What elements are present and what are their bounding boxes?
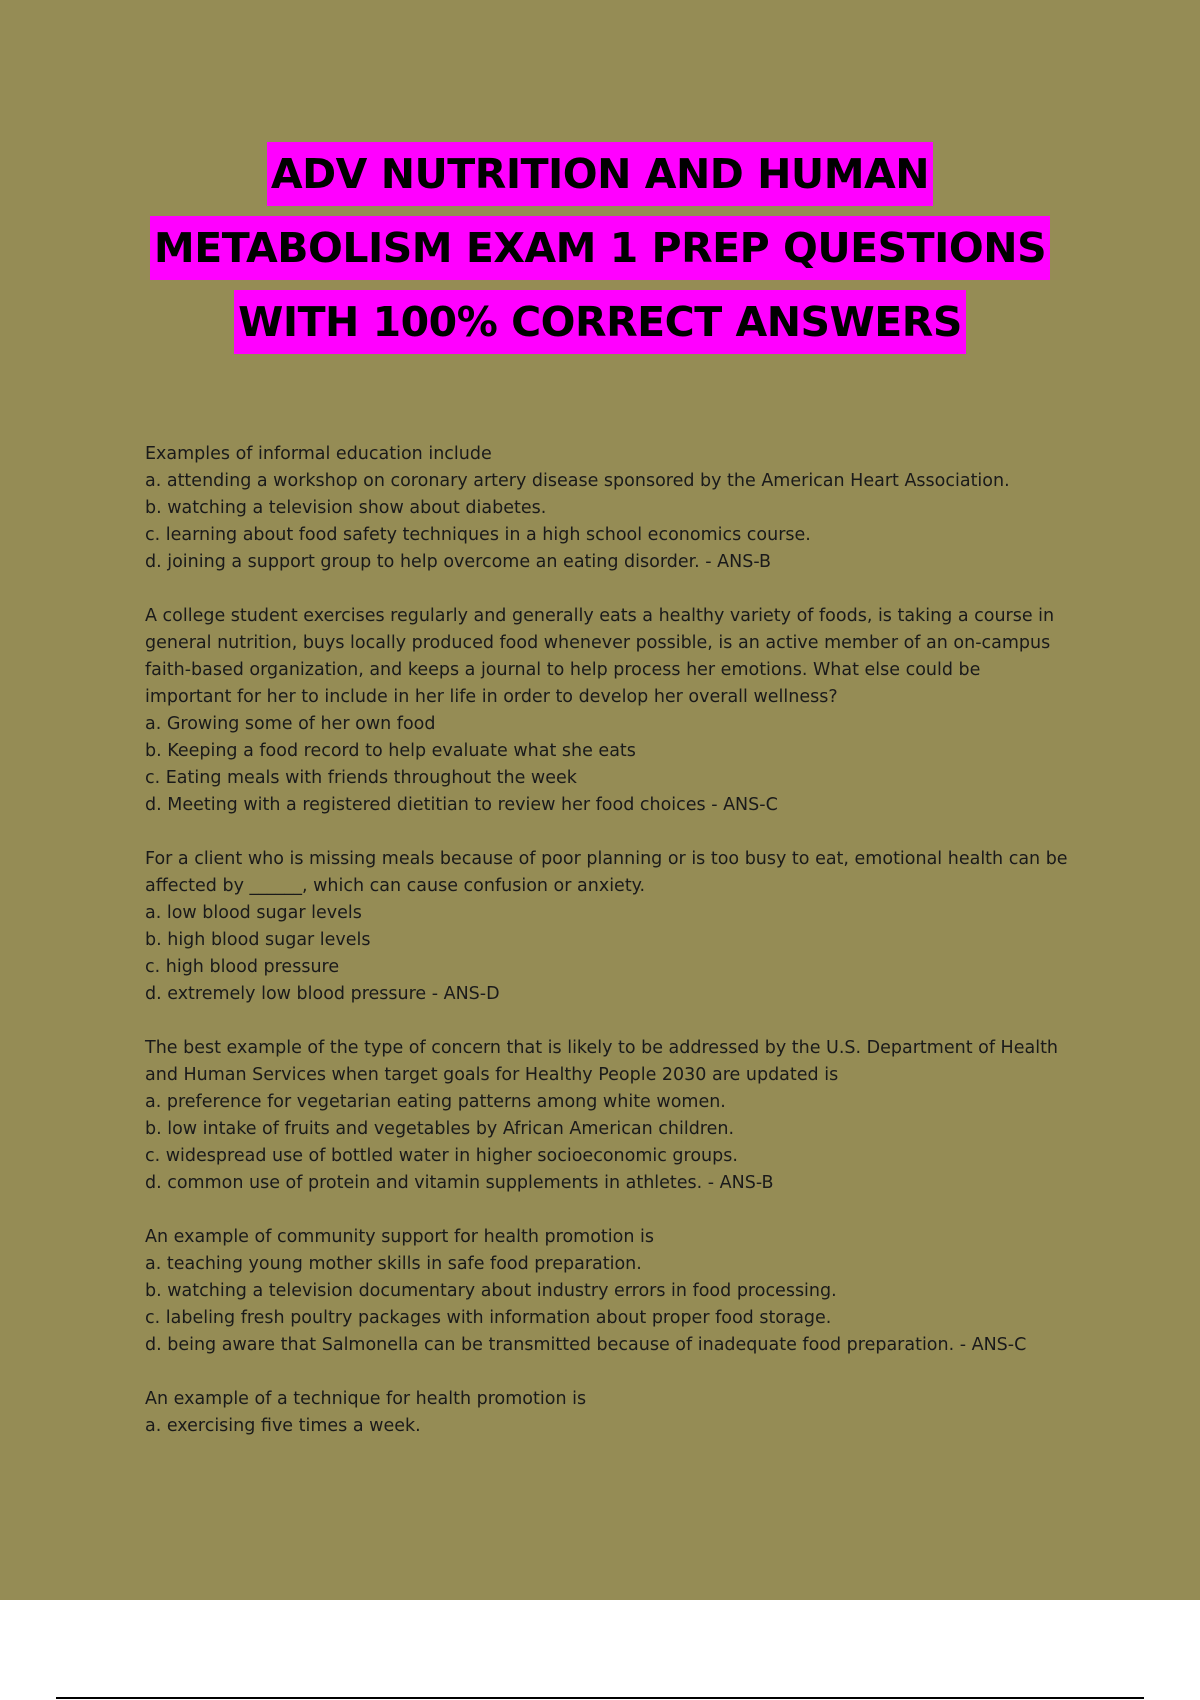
question-4-stem-line-1: The best example of the type of concern that is likely to be addressed by the U.S. Department of Health [145,1038,1059,1058]
question-list [145,441,1105,1467]
question-2-option-c: c. Eating meals with friends throughout the week [145,768,577,788]
question-4-stem-line-2: and Human Services when target goals for Healthy People 2030 are updated is [145,1065,839,1085]
question-3-stem-line-1: For a client who is missing meals because of poor planning or is too busy to eat, emotional health can be [145,849,1068,869]
question-3-stem-line-2: affected by ______, which can cause confusion or anxiety. [145,876,646,896]
question-1-option-b: b. watching a television show about diabetes. [145,498,547,518]
question-5-option-a: a. teaching young mother skills in safe food preparation. [145,1254,642,1274]
question-1-option-c: c. learning about food safety techniques in a high school economics course. [145,525,811,545]
question-4-option-a: a. preference for vegetarian eating patterns among white women. [145,1092,726,1112]
question-4-option-d: d. common use of protein and vitamin supplements in athletes. - ANS-B [145,1173,774,1193]
question-4-option-c: c. widespread use of bottled water in higher socioeconomic groups. [145,1146,738,1166]
question-2-stem-line-4: important for her to include in her life in order to develop her overall wellness? [145,687,838,707]
question-1-stem: Examples of informal education include [145,444,492,464]
question-4 [145,1035,1105,1197]
question-5-option-d: d. being aware that Salmonella can be transmitted because of inadequate food preparation. - ANS-C [145,1335,1027,1355]
question-3-option-b: b. high blood sugar levels [145,930,371,950]
question-5-option-c: c. labeling fresh poultry packages with information about proper food storage. [145,1308,832,1328]
question-4-option-b: b. low intake of fruits and vegetables by African American children. [145,1119,735,1139]
question-2-option-b: b. Keeping a food record to help evaluate what she eats [145,741,636,761]
footer-divider [56,1697,1144,1699]
question-1-option-d: d. joining a support group to help overcome an eating disorder. - ANS-B [145,552,772,572]
question-2-stem-line-1: A college student exercises regularly and generally eats a healthy variety of foods, is taking a course in [145,606,1055,626]
title-line-2: METABOLISM EXAM 1 PREP QUESTIONS [150,216,1050,280]
question-3-option-c: c. high blood pressure [145,957,340,977]
question-5-stem: An example of community support for health promotion is [145,1227,654,1247]
question-3-option-a: a. low blood sugar levels [145,903,362,923]
question-6-option-a: a. exercising five times a week. [145,1416,421,1436]
title-line-1: ADV NUTRITION AND HUMAN [267,142,933,206]
document-title [0,142,1200,364]
title-line-3: WITH 100% CORRECT ANSWERS [234,290,966,354]
question-2 [145,603,1105,819]
question-3 [145,846,1105,1008]
question-6 [145,1386,1105,1440]
question-6-stem: An example of a technique for health promotion is [145,1389,587,1409]
question-2-stem-line-3: faith-based organization, and keeps a journal to help process her emotions. What else could be [145,660,981,680]
question-3-option-d: d. extremely low blood pressure - ANS-D [145,984,500,1004]
question-2-stem-line-2: general nutrition, buys locally produced food whenever possible, is an active member of an on-campus [145,633,1051,653]
question-2-option-d: d. Meeting with a registered dietitian to review her food choices - ANS-C [145,795,778,815]
question-5-option-b: b. watching a television documentary about industry errors in food processing. [145,1281,837,1301]
question-5 [145,1224,1105,1359]
question-1 [145,441,1105,576]
question-1-option-a: a. attending a workshop on coronary artery disease sponsored by the American Heart Association. [145,471,1010,491]
question-2-option-a: a. Growing some of her own food [145,714,436,734]
